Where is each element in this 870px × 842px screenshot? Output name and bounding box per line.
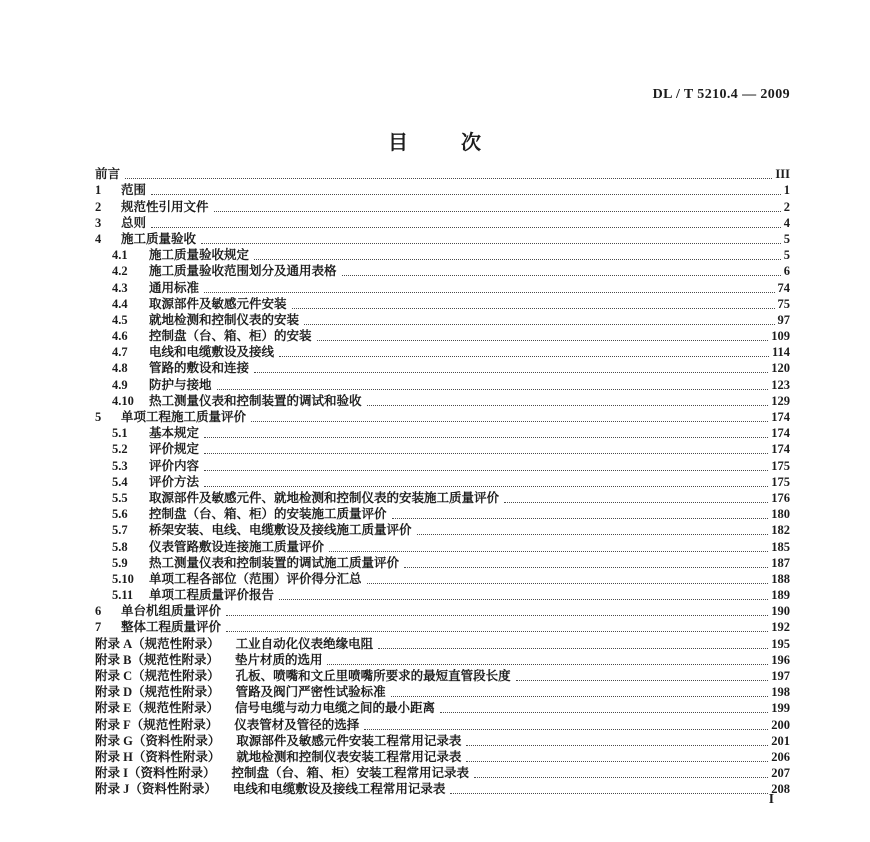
toc-entry-label: 单项工程质量评价报告: [149, 588, 275, 603]
toc-entry-label: 单项工程施工质量评价: [121, 410, 247, 424]
toc-entry: [95, 198, 790, 214]
dot-leader: [342, 275, 781, 276]
toc-entry-page: 109: [771, 329, 790, 344]
toc-entry: [95, 652, 790, 668]
toc-entry-page: 129: [771, 393, 790, 408]
toc-entry-page: 176: [771, 490, 790, 505]
toc-entry-label: 管路的敷设和连接: [149, 361, 250, 376]
toc-entry-label: 评价方法: [149, 474, 200, 489]
toc-entry-page: 195: [771, 636, 790, 651]
dot-leader: [466, 745, 768, 746]
toc-entry-label: 评价内容: [149, 458, 200, 473]
dot-leader: [214, 211, 781, 212]
toc-entry-label: 施工质量验收规定: [149, 248, 250, 263]
toc-entry: [95, 312, 790, 328]
toc-entry-page: 190: [771, 604, 790, 619]
toc-entry: [95, 571, 790, 587]
toc-entry-page: 192: [771, 620, 790, 635]
toc-entry-number: 4: [95, 231, 102, 246]
toc-entry-label: 桥架安装、电线、电缆敷设及接线施工质量评价: [149, 523, 412, 538]
toc-entry-page: 114: [771, 345, 790, 360]
toc-entry: [95, 166, 790, 182]
toc-entry-label: 取源部件及敏感元件、就地检测和控制仪表的安装施工质量评价: [149, 490, 500, 505]
dot-leader: [279, 599, 768, 600]
dot-leader: [151, 194, 781, 195]
toc-entry-page: 200: [771, 717, 790, 732]
toc-entry-number: 5.5: [112, 490, 128, 505]
toc-entry-number: 4.2: [112, 264, 128, 279]
toc-entry: [95, 781, 790, 797]
toc-entry-label: 规范性引用文件: [121, 199, 209, 214]
toc-entry-number: 5.9: [112, 555, 128, 570]
dot-leader: [254, 372, 768, 373]
dot-leader: [466, 761, 768, 762]
toc-entry-label: 垫片材质的选用: [234, 652, 323, 667]
dot-leader: [226, 615, 768, 616]
toc-entry: [95, 749, 790, 765]
toc-entry-page: 74: [777, 280, 790, 295]
toc-entry-label: 就地检测和控制仪表的安装: [149, 312, 300, 327]
toc-entry-page: 199: [771, 701, 790, 716]
toc-entry: [95, 296, 790, 312]
toc-entry: [95, 474, 790, 490]
toc-entry: [95, 393, 790, 409]
toc-entry: [95, 587, 790, 603]
toc-entry-page: 206: [771, 749, 790, 764]
toc-entry-number: 附录 J（资料性附录）: [95, 782, 217, 797]
toc-entry-label: 单项工程各部位（范围）评价得分汇总: [149, 571, 362, 586]
dot-leader: [204, 453, 768, 454]
dot-leader: [151, 227, 781, 228]
toc-entry-number: 4.4: [112, 296, 128, 311]
toc-entry: [95, 603, 790, 619]
toc-entry-label: 施工质量验收: [121, 231, 197, 246]
toc-entry: [95, 328, 790, 344]
toc-entry-label: 施工质量验收范围划分及通用表格: [149, 264, 337, 279]
toc-entry-label: 总则: [121, 215, 147, 230]
dot-leader: [450, 793, 768, 794]
toc-entry: [95, 538, 790, 554]
dot-leader: [367, 583, 769, 584]
toc-entry-number: 4.5: [112, 312, 128, 327]
toc-entry: [95, 263, 790, 279]
toc-entry-number: 5.2: [112, 442, 128, 457]
toc-entry-label: 工业自动化仪表绝缘电阻: [235, 636, 374, 651]
dot-leader: [251, 421, 768, 422]
standard-code-header: DL / T 5210.4 — 2009: [652, 87, 790, 102]
toc-entry-number: 5.3: [112, 458, 128, 473]
toc-entry-page: 197: [771, 669, 790, 683]
toc-entry-number: 5.7: [112, 523, 128, 538]
dot-leader: [304, 324, 774, 325]
toc-entry-label: 取源部件及敏感元件安装工程常用记录表: [236, 733, 462, 748]
toc-entry-label: 热工测量仪表和控制装置的调试和验收: [149, 393, 362, 408]
toc-entry-number: 附录 H（资料性附录）: [95, 749, 221, 764]
toc-entry-page: 201: [771, 733, 790, 748]
dot-leader: [292, 308, 775, 309]
toc-entry-page: 174: [771, 410, 790, 424]
toc-entry-number: 4.9: [112, 377, 128, 392]
toc-entry-page: 198: [771, 685, 790, 700]
toc-entry: [95, 733, 790, 749]
toc-entry-page: 5: [783, 231, 790, 246]
toc-entry-label: 基本规定: [149, 426, 200, 441]
toc-entry-page: 5: [783, 248, 790, 263]
toc-entry-label: 通用标准: [149, 280, 200, 295]
toc-entry-number: 2: [95, 199, 102, 214]
toc-entry-label: 控制盘（台、箱、柜）安装工程常用记录表: [231, 766, 470, 781]
dot-leader: [392, 518, 769, 519]
page-number: I: [768, 791, 774, 806]
toc-entry-page: 123: [771, 377, 790, 392]
dot-leader: [391, 696, 769, 697]
toc-entry: [95, 490, 790, 506]
toc-entry-page: 174: [771, 426, 790, 441]
dot-leader: [364, 729, 768, 730]
toc-entry-page: III: [775, 167, 790, 182]
toc-entry-label: 热工测量仪表和控制装置的调试施工质量评价: [149, 555, 400, 570]
toc-entry: [95, 182, 790, 198]
dot-leader: [254, 259, 781, 260]
toc-entry-page: 180: [771, 507, 790, 522]
toc-entry-label: 就地检测和控制仪表安装工程常用记录表: [236, 749, 462, 764]
dot-leader: [516, 680, 769, 681]
toc-entry-label: 电线和电缆敷设及接线: [149, 345, 275, 360]
toc-entry-page: 1: [783, 183, 790, 198]
toc-entry-label: 孔板、喷嘴和文丘里喷嘴所要求的最短直管段长度: [235, 669, 511, 683]
dot-leader: [125, 178, 772, 179]
toc-entry: [95, 376, 790, 392]
toc-entry: [95, 215, 790, 231]
toc-entry-number: 5.6: [112, 507, 128, 522]
toc-entry: [95, 684, 790, 700]
dot-leader: [204, 486, 768, 487]
toc-entry-number: 5: [95, 410, 102, 424]
toc-entry-number: 4.8: [112, 361, 128, 376]
toc-entry-number: 4.6: [112, 329, 128, 344]
toc-entry-page: 4: [783, 215, 790, 230]
toc-entry: [95, 619, 790, 635]
toc-entry-page: 189: [771, 588, 790, 603]
toc-entry-number: 附录 C（规范性附录）: [95, 669, 220, 683]
toc-entry-page: 175: [771, 474, 790, 489]
toc-entry-page: 188: [771, 571, 790, 586]
toc-entry: [95, 635, 790, 651]
toc-entry-number: 附录 D（规范性附录）: [95, 685, 220, 700]
toc-entry-number: 4.10: [112, 393, 134, 408]
toc-entry-page: 175: [771, 458, 790, 473]
toc-entry: [95, 765, 790, 781]
dot-leader: [317, 340, 769, 341]
toc-entry-label: 取源部件及敏感元件安装: [149, 296, 287, 311]
dot-leader: [417, 534, 769, 535]
toc-entry-label: 单台机组质量评价: [121, 604, 222, 619]
toc-entry: [95, 555, 790, 571]
toc-entry: [95, 700, 790, 716]
dot-leader: [201, 243, 781, 244]
dot-leader: [378, 648, 768, 649]
toc-entry-number: 附录 B（规范性附录）: [95, 652, 219, 667]
toc-entry-page: 75: [777, 296, 790, 311]
page-title: 目 次: [388, 132, 482, 154]
toc-entry: [95, 425, 790, 441]
toc-entry: [95, 279, 790, 295]
toc-entry-label: 仪表管路敷设连接施工质量评价: [149, 539, 325, 554]
toc-entry-number: 5.10: [112, 571, 134, 586]
toc-entry: [95, 506, 790, 522]
toc-entry-label: 信号电缆与动力电缆之间的最小距离: [234, 701, 435, 716]
toc-entry-number: 附录 A（规范性附录）: [95, 636, 220, 651]
toc-entry-label: 评价规定: [149, 442, 200, 457]
toc-entry: [95, 231, 790, 247]
toc-entry-number: 6: [95, 604, 102, 619]
toc-entry: [95, 247, 790, 263]
toc-entry-label: 前言: [95, 167, 121, 182]
toc-entry-number: 4.1: [112, 248, 128, 263]
toc-entry-number: 3: [95, 215, 102, 230]
toc-entry-label: 管路及阀门严密性试验标准: [235, 685, 386, 700]
toc-entry-number: 附录 F（规范性附录）: [95, 717, 219, 732]
dot-leader: [204, 292, 774, 293]
dot-leader: [474, 777, 768, 778]
toc-entry-label: 防护与接地: [149, 377, 212, 392]
toc-entry-number: 4.7: [112, 345, 128, 360]
toc-entry-number: 7: [95, 620, 102, 635]
toc-entry-number: 附录 E（规范性附录）: [95, 701, 219, 716]
toc-entry-number: 5.8: [112, 539, 128, 554]
dot-leader: [329, 551, 768, 552]
toc-entry-page: 174: [771, 442, 790, 457]
toc-entry-page: 187: [771, 555, 790, 570]
dot-leader: [367, 405, 769, 406]
toc-entry: [95, 360, 790, 376]
toc-entry-number: 5.4: [112, 474, 128, 489]
dot-leader: [204, 470, 768, 471]
toc-entry: [95, 668, 790, 684]
toc-entry-page: 207: [771, 766, 790, 781]
toc-entry-page: 120: [771, 361, 790, 376]
dot-leader: [204, 437, 768, 438]
toc-entry-number: 附录 G（资料性附录）: [95, 733, 221, 748]
toc-entry: [95, 409, 790, 425]
table-of-contents: [95, 166, 790, 797]
dot-leader: [404, 567, 768, 568]
dot-leader: [217, 389, 769, 390]
dot-leader: [226, 631, 768, 632]
toc-entry-number: 附录 I（资料性附录）: [95, 766, 216, 781]
toc-entry-page: 196: [771, 652, 790, 667]
toc-entry: [95, 344, 790, 360]
toc-entry: [95, 522, 790, 538]
dot-leader: [279, 356, 769, 357]
toc-entry-page: 2: [783, 199, 790, 214]
toc-entry-label: 控制盘（台、箱、柜）的安装施工质量评价: [149, 507, 387, 522]
toc-entry-page: 185: [771, 539, 790, 554]
toc-entry-label: 电线和电缆敷设及接线工程常用记录表: [232, 782, 446, 797]
toc-entry-label: 范围: [121, 183, 147, 198]
toc-entry-number: 4.3: [112, 280, 128, 295]
toc-entry-page: 182: [771, 523, 790, 538]
toc-entry: [95, 716, 790, 732]
toc-entry-page: 97: [777, 312, 790, 327]
dot-leader: [440, 712, 768, 713]
toc-entry: [95, 441, 790, 457]
toc-entry-page: 208: [771, 782, 790, 797]
dot-leader: [327, 664, 768, 665]
toc-entry-page: 6: [783, 264, 790, 279]
toc-entry-number: 1: [95, 183, 102, 198]
toc-entry-number: 5.11: [112, 588, 134, 603]
toc-entry-label: 仪表管材及管径的选择: [234, 717, 360, 732]
dot-leader: [504, 502, 768, 503]
toc-entry-label: 整体工程质量评价: [121, 620, 222, 635]
toc-entry-number: 5.1: [112, 426, 128, 441]
toc-entry: [95, 457, 790, 473]
toc-entry-label: 控制盘（台、箱、柜）的安装: [149, 329, 312, 344]
